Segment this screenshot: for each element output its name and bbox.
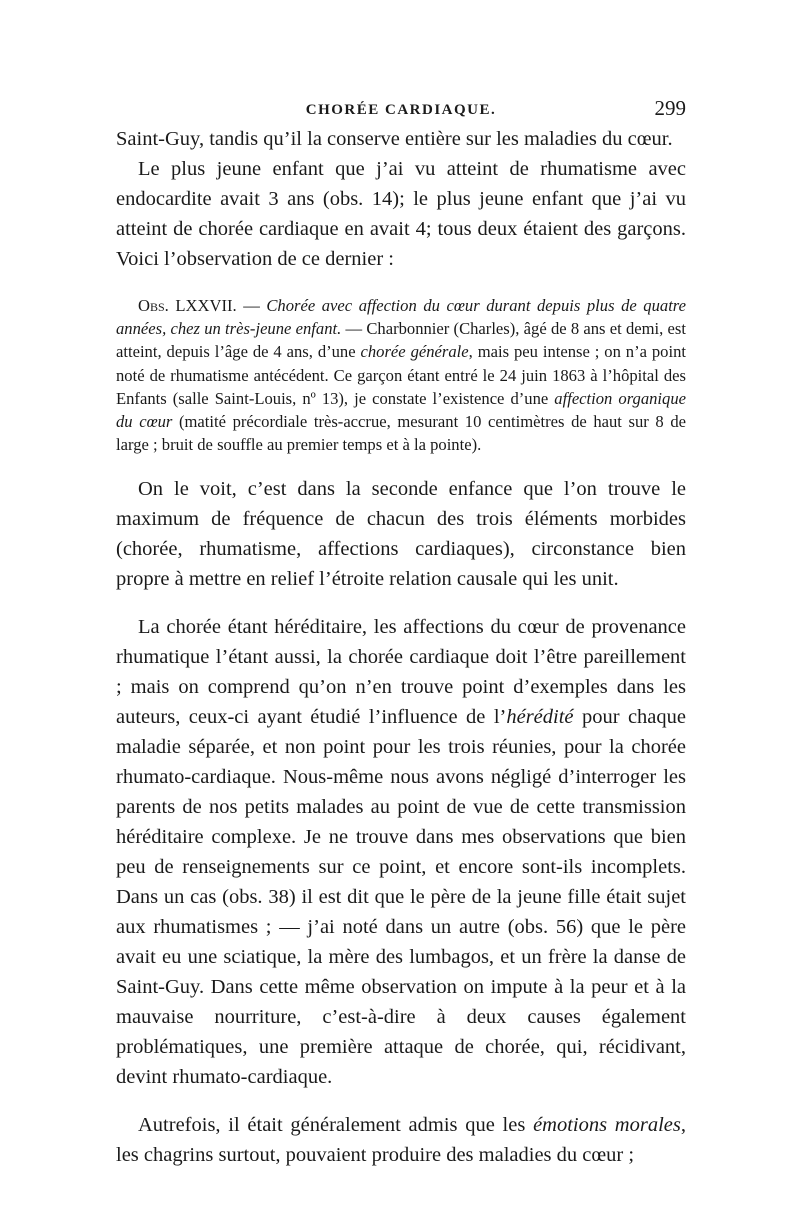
emotions-text-2: , les chagrins surtout, pouvaient produire des maladies du cœur ;	[116, 1114, 686, 1167]
observation-text-3: (matité précordiale très-accrue, mesurant 10 centimètres de haut sur 8 de large ; bruit de souffle au premier temps et à la pointe).	[116, 412, 686, 455]
observation-label: Obs. LXXVII.	[138, 296, 237, 315]
observation-text-1: — Charbonnier (Charles), âgé de 8 ans et demi, est atteint, depuis l’âge de 4 ans, d’une	[116, 319, 686, 362]
paragraph-heredity	[116, 612, 686, 1092]
paragraph-youngest-cases: Le plus jeune enfant que j’ai vu atteint de rhumatisme avec endocardite avait 3 ans (obs. 14); le plus jeune enfant que j’ai vu atteint de chorée cardiaque en avait 4; tous deux étaient des garçons. Voici l’observation de ce dernier :	[116, 158, 686, 270]
heredity-text-1: La chorée étant héréditaire, les affections du cœur de provenance rhumatique l’étant aussi, la chorée cardiaque doit l’être pareillement ; mais on comprend qu’on n’en trouve point d’exemples dans les auteurs, ceux-ci ayant étudié l’influence de l’	[116, 616, 686, 729]
observation-italic-1: chorée générale	[360, 342, 469, 362]
book-page	[116, 96, 686, 1170]
heredity-text-2: pour chaque maladie séparée, et non point pour les trois réunies, pour la chorée rhumato-cardiaque. Nous-même nous avons négligé d’interroger les parents de nos petits malades au point de vue de cette transmission héréditaire complexe. Je ne trouve dans mes observations que bien peu de renseignements sur ce point, et encore sont-ils incomplets. Dans un cas (obs. 38) il est dit que le père de la jeune fille était sujet aux rhumatismes ; — j’ai noté dans un autre (obs. 56) que le père avait eu une sciatique, la mère des lumbagos, et un frère la danse de Saint-Guy. Dans cette même observation on impute à la peur et à la mauvaise nourriture, c’est-à-dire à deux causes également problématiques, une première attaque de chorée, qui, récidivant, devint rhumato-cardiaque.	[116, 706, 686, 1089]
observation-lxxvii	[116, 294, 686, 456]
emotions-text-1: Autrefois, il était généralement admis que les	[138, 1114, 534, 1137]
heredity-italic: hérédité	[506, 706, 574, 729]
observation-text-2: , mais peu intense ; on n’a point noté de rhumatisme antécédent. Ce garçon étant entré le 24 juin 1863 à l’hôpital des Enfants (salle Saint-Louis, nº 13), je constate l’existence d’une	[116, 342, 686, 408]
observation-dash: —	[236, 296, 267, 315]
running-title: CHORÉE CARDIAQUE.	[305, 102, 497, 118]
paragraph-continuation: Saint-Guy, tandis qu’il la conserve entière sur les maladies du cœur.	[116, 128, 673, 150]
emotions-italic: émotions morales	[533, 1114, 681, 1137]
observation-title: Chorée avec affection du cœur durant depuis plus de quatre années, chez un très-jeune enfant.	[116, 296, 687, 339]
page-number: 299	[654, 96, 686, 120]
running-head	[116, 96, 686, 124]
paragraph-second-childhood: On le voit, c’est dans la seconde enfance que l’on trouve le maximum de fréquence de chacun des trois éléments morbides (chorée, rhumatisme, affections cardiaques), circonstance bien propre à mettre en relief l’étroite relation causale qui les unit.	[116, 478, 686, 591]
observation-italic-2: affection organique du cœur	[116, 388, 686, 432]
paragraph-emotions	[116, 1110, 686, 1170]
